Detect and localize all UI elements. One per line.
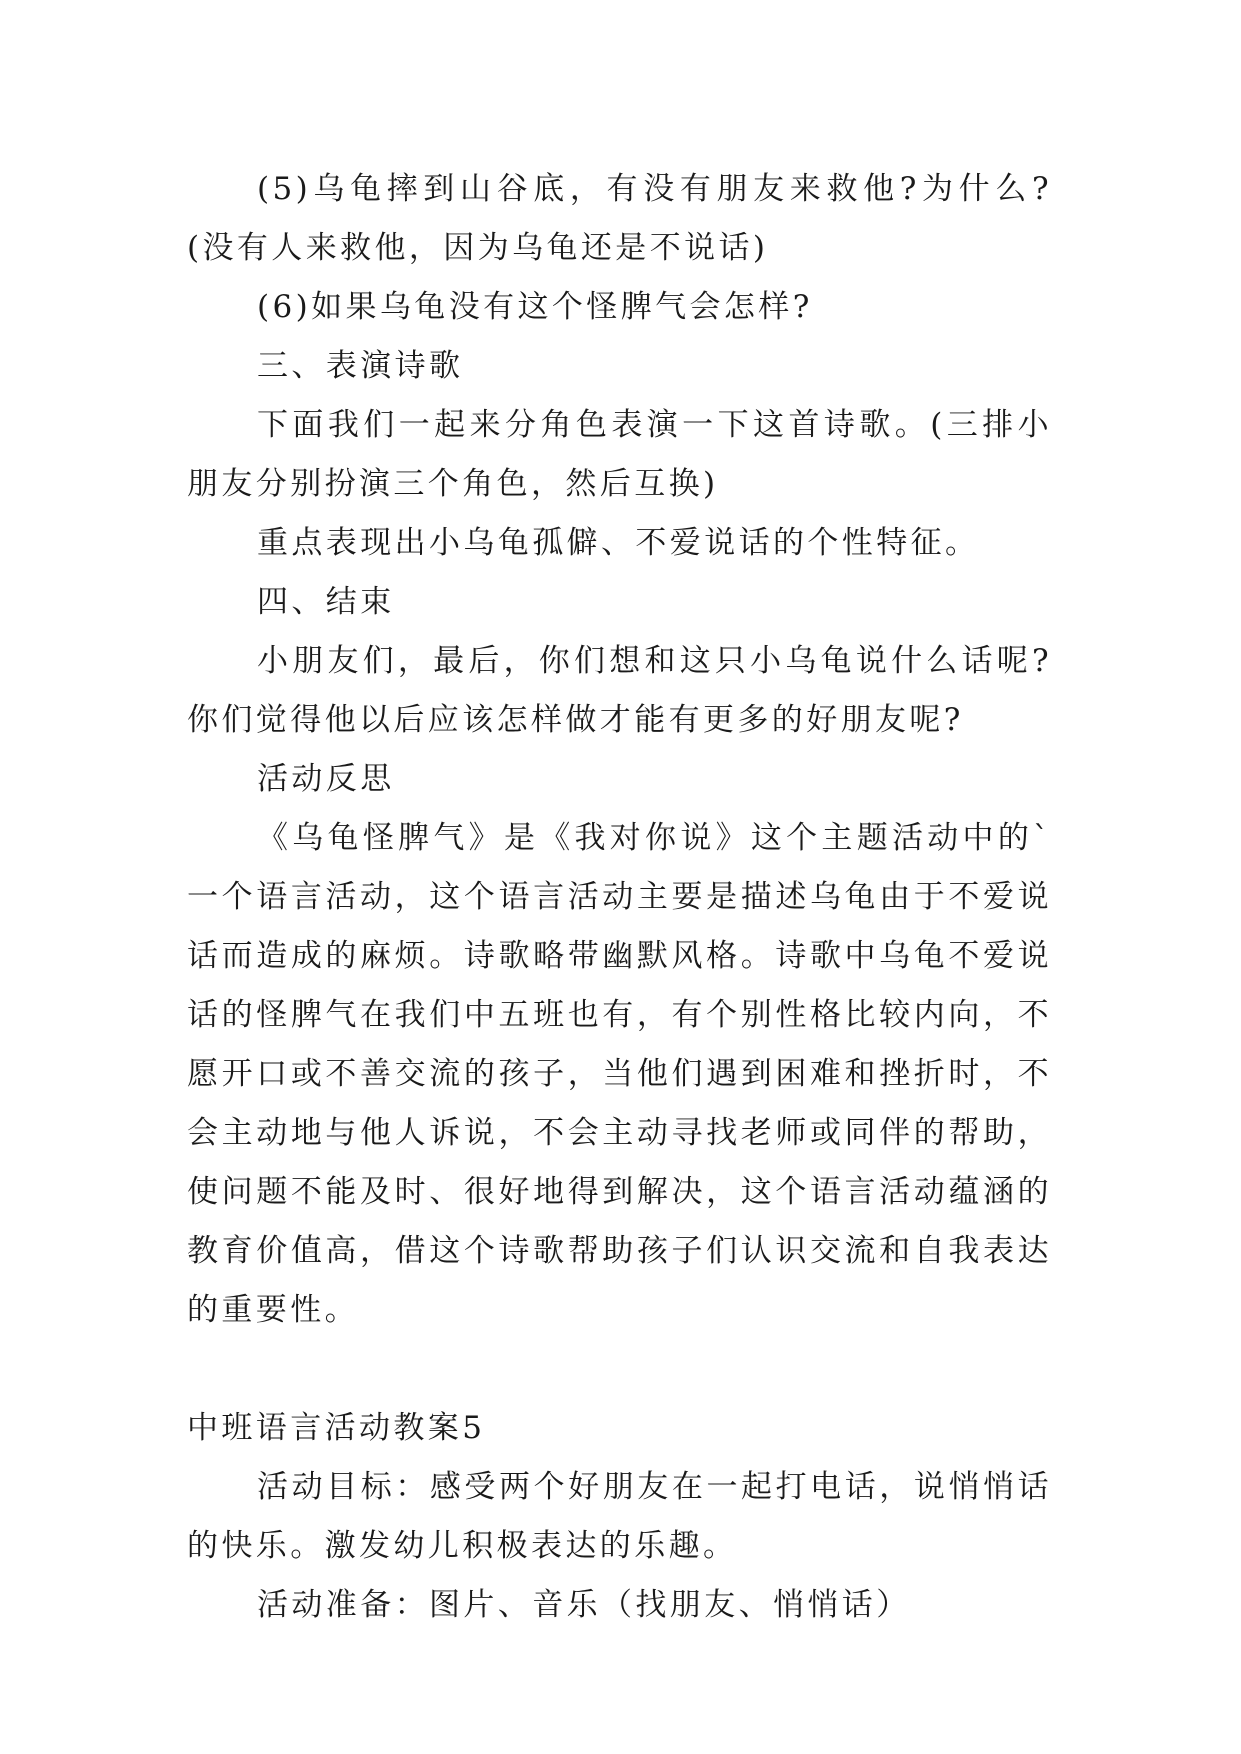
section-title: 中班语言活动教案5: [187, 1410, 486, 1446]
section-heading-reflection: 活动反思: [257, 761, 395, 797]
paragraph-key-point: 重点表现出小乌龟孤僻、不爱说话的个性特征。: [257, 525, 980, 561]
document-body: [187, 160, 1052, 1635]
section-spacer: [187, 1340, 1052, 1399]
paragraph-question-5: (5)乌龟摔到山谷底，有没有朋友来救他?为什么?(没有人来救他，因为乌龟还是不说话): [187, 171, 1052, 266]
paragraph-role-play: 下面我们一起来分角色表演一下这首诗歌。(三排小朋友分别扮演三个角色，然后互换): [187, 407, 1052, 502]
paragraph-activity-prep: 活动准备：图片、音乐（找朋友、悄悄话）: [257, 1587, 911, 1623]
paragraph-reflection: 《乌龟怪脾气》是《我对你说》这个主题活动中的`一个语言活动，这个语言活动主要是描述乌龟由于不爱说话而造成的麻烦。诗歌略带幽默风格。诗歌中乌龟不爱说话的怪脾气在我们中五班也有，有个别性格比较内向，不愿开口或不善交流的孩子，当他们遇到困难和挫折时，不会主动地与他人诉说，不会主动寻找老师或同伴的帮助，使问题不能及时、很好地得到解决，这个语言活动蕴涵的教育价值高，借这个诗歌帮助孩子们认识交流和自我表达的重要性。: [187, 820, 1052, 1328]
paragraph-activity-goal: 活动目标：感受两个好朋友在一起打电话，说悄悄话的快乐。激发幼儿积极表达的乐趣。: [187, 1469, 1052, 1564]
paragraph-closing-question: 小朋友们，最后，你们想和这只小乌龟说什么话呢?你们觉得他以后应该怎样做才能有更多的好朋友呢?: [187, 643, 1052, 738]
paragraph-question-6: (6)如果乌龟没有这个怪脾气会怎样?: [257, 289, 813, 325]
section-heading-perform: 三、表演诗歌: [257, 348, 464, 384]
section-heading-ending: 四、结束: [257, 584, 395, 620]
